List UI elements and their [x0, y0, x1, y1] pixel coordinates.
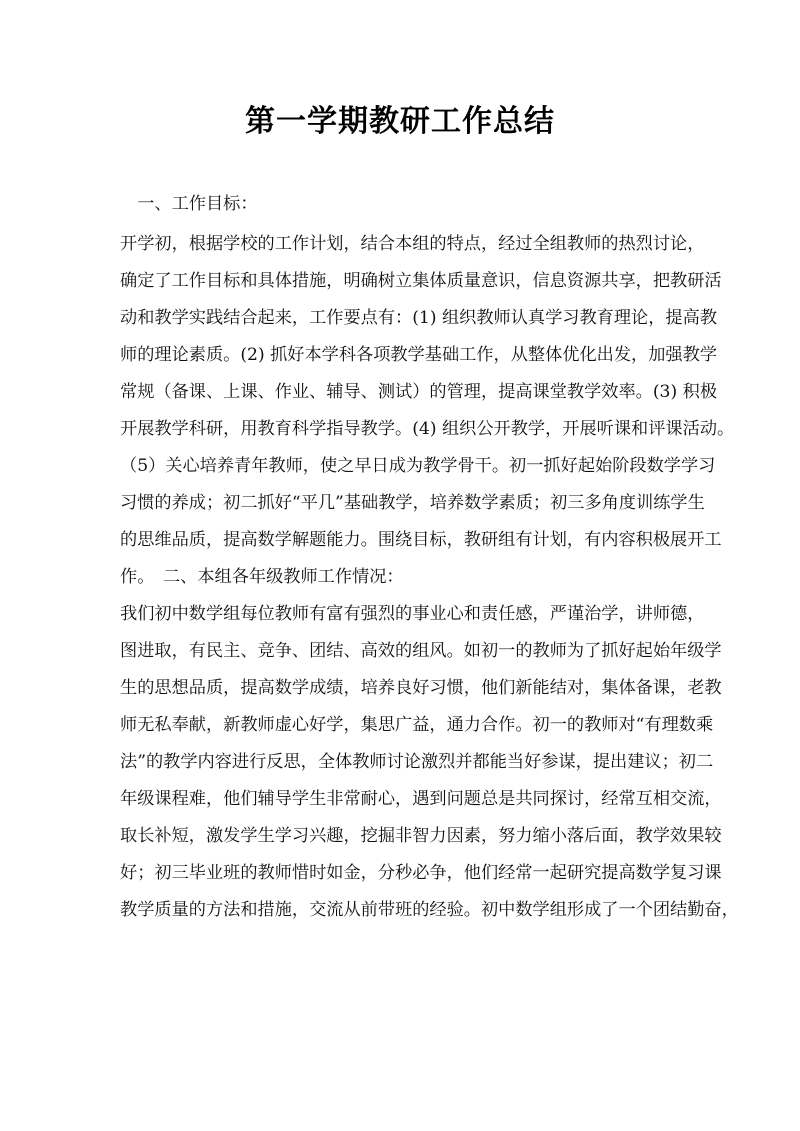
body-line-11: 作。 二、本组各年级教师工作情况： — [120, 567, 404, 587]
body-line-4: 动和教学实践结合起来，工作要点有：(1) 组织教师认真学习教育理论，提高教 — [120, 308, 718, 328]
body-line-5: 师的理论素质。(2) 抓好本学科各项教学基础工作，从整体优化出发，加强教学 — [120, 345, 718, 365]
document-title: 第一学期教研工作总结 — [245, 104, 555, 139]
body-line-18: 取长补短，激发学生学习兴趣，挖掘非智力因素，努力缩小落后面，教学效果较 — [120, 826, 722, 846]
body-line-19: 好；初三毕业班的教师惜时如金，分秒必争，他们经常一起研究提高数学复习课 — [120, 863, 722, 883]
body-line-20: 教学质量的方法和措施，交流从前带班的经验。初中数学组形成了一个团结勤奋， — [120, 900, 739, 920]
body-line-16: 法”的教学内容进行反思，全体教师讨论激烈并都能当好参谋，提出建议；初二 — [120, 752, 714, 772]
body-line-8: （5）关心培养青年教师，使之早日成为教学骨干。初一抓好起始阶段数学学习 — [120, 456, 716, 476]
body-line-9: 习惯的养成；初二抓好“平几”基础教学，培养数学素质；初三多角度训练学生 — [120, 493, 705, 513]
body-line-2: 开学初，根据学校的工作计划，结合本组的特点，经过全组教师的热烈讨论， — [120, 234, 705, 254]
body-line-13: 图进取，有民主、竞争、团结、高效的组风。如初一的教师为了抓好起始年级学 — [120, 641, 722, 661]
body-line-7: 开展教学科研，用教育科学指导教学。(4) 组织公开教学，开展听课和评课活动。 — [120, 419, 735, 439]
body-line-3: 确定了工作目标和具体措施，明确树立集体质量意识，信息资源共享，把教研活 — [120, 271, 722, 291]
body-line-10: 的思维品质，提高数学解题能力。围绕目标，教研组有计划，有内容积极展开工 — [120, 530, 722, 550]
body-line-15: 师无私奉献，新教师虚心好学，集思广益，通力合作。初一的教师对“有理数乘 — [120, 715, 714, 735]
body-line-17: 年级课程难，他们辅导学生非常耐心，遇到问题总是共同探讨，经常互相交流， — [120, 789, 722, 809]
body-line-1: 一、工作目标： — [120, 194, 258, 214]
body-line-12: 我们初中数学组每位教师有富有强烈的事业心和责任感，严谨治学，讲师德， — [120, 604, 705, 624]
body-line-14: 生的思想品质，提高数学成绩，培养良好习惯，他们新能结对，集体备课，老教 — [120, 678, 722, 698]
body-line-6: 常规（备课、上课、作业、辅导、测试）的管理，提高课堂教学效率。(3) 积极 — [120, 382, 718, 402]
